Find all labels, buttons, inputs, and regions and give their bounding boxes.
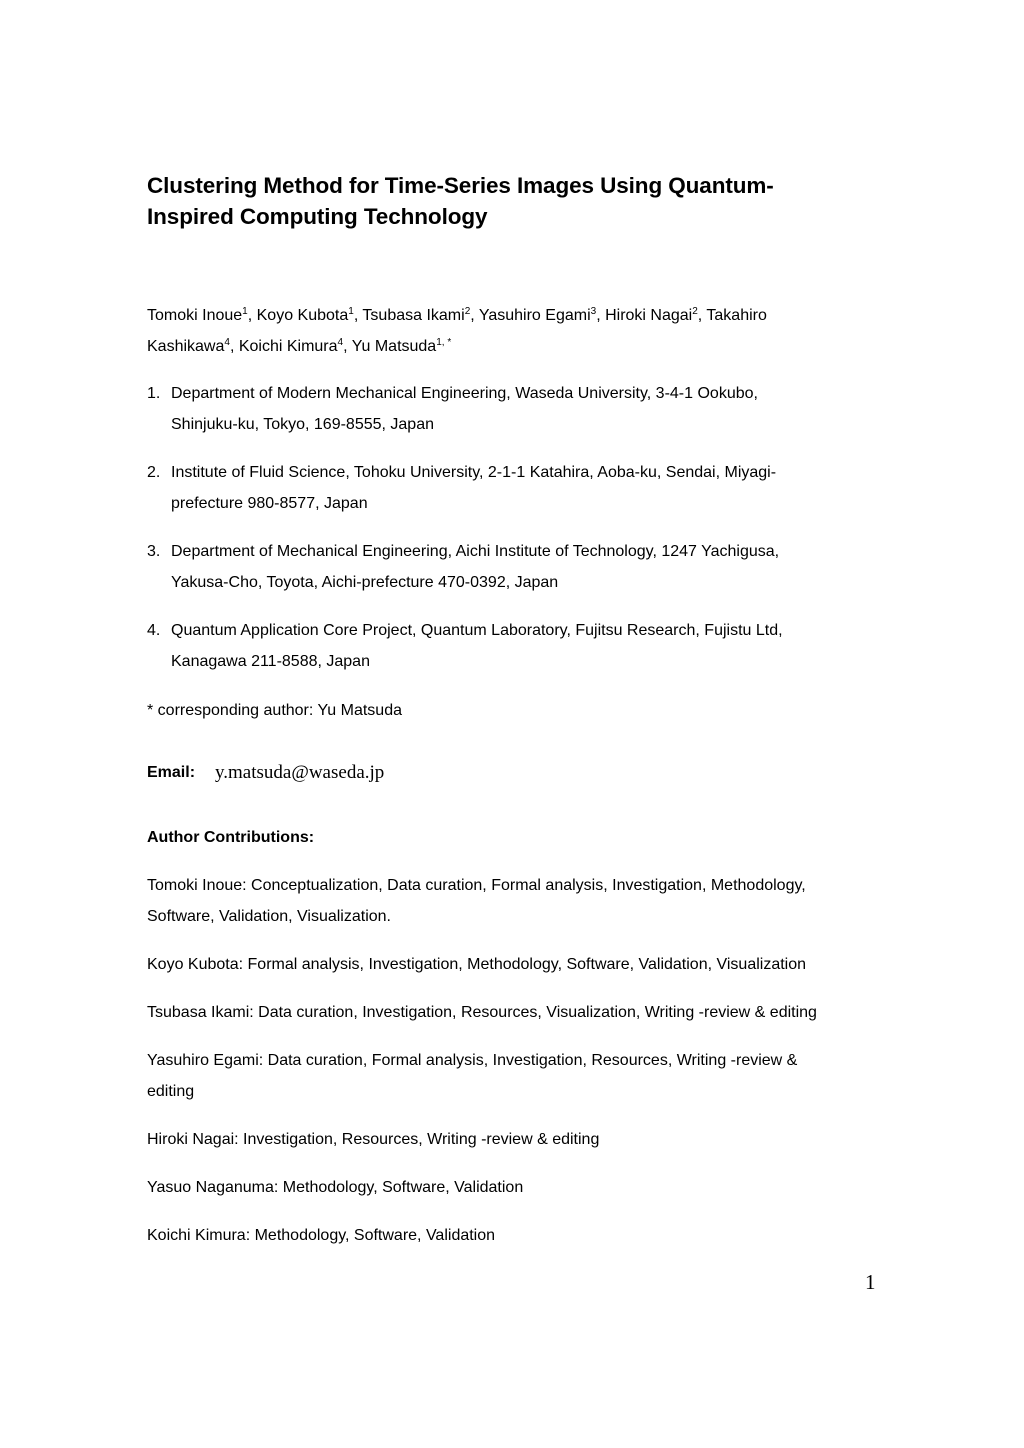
affiliation-line: Quantum Application Core Project, Quantum Laboratory, Fujitsu Research, Fujistu Ltd, xyxy=(171,622,783,639)
affiliation-number: 2. xyxy=(147,464,161,481)
affiliation-line: Kanagawa 211-8588, Japan xyxy=(171,653,370,670)
affiliation-number: 3. xyxy=(147,543,161,560)
affiliation-text xyxy=(171,536,871,598)
affiliation-line: prefecture 980-8577, Japan xyxy=(171,495,368,512)
author-line: Tomoki Inoue$^1$, Koyo Kubota$^1$, Tsubasa Ikami$^2$, Yasuhiro Egami$^3$, Hiroki Nagai$^2$, Takahiro xyxy=(147,306,767,324)
contribution-item xyxy=(147,870,887,932)
email-row xyxy=(147,757,385,788)
contribution-line: Koyo Kubota: Formal analysis, Investigation, Methodology, Software, Validation, Visualization xyxy=(147,956,807,973)
contribution-line: editing xyxy=(147,1083,195,1100)
contribution-item xyxy=(147,1045,887,1107)
page-number: 1 xyxy=(865,1270,876,1294)
affiliation-line: Shinjuku-ku, Tokyo, 169-8555, Japan xyxy=(171,416,434,433)
author-name: Koyo Kubota xyxy=(256,307,349,324)
affiliation-marker: 2 xyxy=(464,306,471,317)
contribution-item xyxy=(147,997,887,1028)
contribution-item xyxy=(147,949,887,980)
affiliation-marker: 1, * xyxy=(436,337,452,348)
author-name-first: Takahiro xyxy=(706,307,767,324)
affiliation-text xyxy=(171,378,871,440)
affiliation-marker: 4 xyxy=(224,337,230,348)
affiliation-line: Department of Modern Mechanical Engineering, Waseda University, 3-4-1 Ookubo, xyxy=(171,385,758,402)
affiliation-number: 4. xyxy=(147,622,161,639)
affiliation-marker: 3 xyxy=(590,306,597,317)
author-name: Hiroki Nagai xyxy=(605,307,693,324)
contribution-line: Yasuhiro Egami: Data curation, Formal analysis, Investigation, Resources, Writing -review & xyxy=(147,1052,798,1069)
author-name: Tsubasa Ikami xyxy=(362,307,465,324)
paper-title xyxy=(147,170,867,232)
affiliation-line: Institute of Fluid Science, Tohoku University, 2-1-1 Katahira, Aoba-ku, Sendai, Miyagi- xyxy=(171,464,777,481)
contribution-line: Yasuo Naganuma: Methodology, Software, Validation xyxy=(147,1179,524,1196)
title-line: Clustering Method for Time-Series Images Using Quantum- xyxy=(147,173,774,198)
author-name-last: Kashikawa xyxy=(147,338,225,355)
affiliation-text xyxy=(171,457,871,519)
author-list xyxy=(147,300,887,362)
affiliation-marker: 2 xyxy=(692,306,698,317)
contributions-heading: Author Contributions: xyxy=(147,829,315,846)
email-link[interactable]: y.matsuda@waseda.jp xyxy=(215,762,385,783)
author-name: Tomoki Inoue xyxy=(147,307,243,324)
author-name: Yasuhiro Egami xyxy=(478,307,591,324)
email-label: Email: xyxy=(147,764,196,781)
contribution-line: Tomoki Inoue: Conceptualization, Data curation, Formal analysis, Investigation, Methodology, xyxy=(147,877,806,894)
affiliation-marker: 4 xyxy=(337,337,344,348)
contribution-item xyxy=(147,1220,887,1251)
affiliation-line: Department of Mechanical Engineering, Aichi Institute of Technology, 1247 Yachigusa, xyxy=(171,543,780,560)
affiliation-line: Yakusa-Cho, Toyota, Aichi-prefecture 470-0392, Japan xyxy=(171,574,559,591)
corresponding-author: * corresponding author: Yu Matsuda xyxy=(147,702,402,719)
affiliation-text xyxy=(171,615,871,677)
author-name: Koichi Kimura xyxy=(238,338,338,355)
author-name: Yu Matsuda xyxy=(351,338,437,355)
contribution-line: Tsubasa Ikami: Data curation, Investigation, Resources, Visualization, Writing -review & editing xyxy=(147,1004,817,1021)
contribution-item xyxy=(147,1172,887,1203)
contribution-item xyxy=(147,1124,887,1155)
affiliation-marker: 1 xyxy=(242,306,248,317)
contribution-line: Software, Validation, Visualization. xyxy=(147,908,391,925)
contribution-line: Hiroki Nagai: Investigation, Resources, Writing -review & editing xyxy=(147,1131,600,1148)
title-line: Inspired Computing Technology xyxy=(147,204,488,229)
affiliation-number: 1. xyxy=(147,385,161,402)
contribution-line: Koichi Kimura: Methodology, Software, Validation xyxy=(147,1227,496,1244)
author-line: Kashikawa$^4$, Koichi Kimura$^4$, Yu Matsuda$^{1, *}$ xyxy=(147,337,452,355)
affiliation-marker: 1 xyxy=(348,306,354,317)
